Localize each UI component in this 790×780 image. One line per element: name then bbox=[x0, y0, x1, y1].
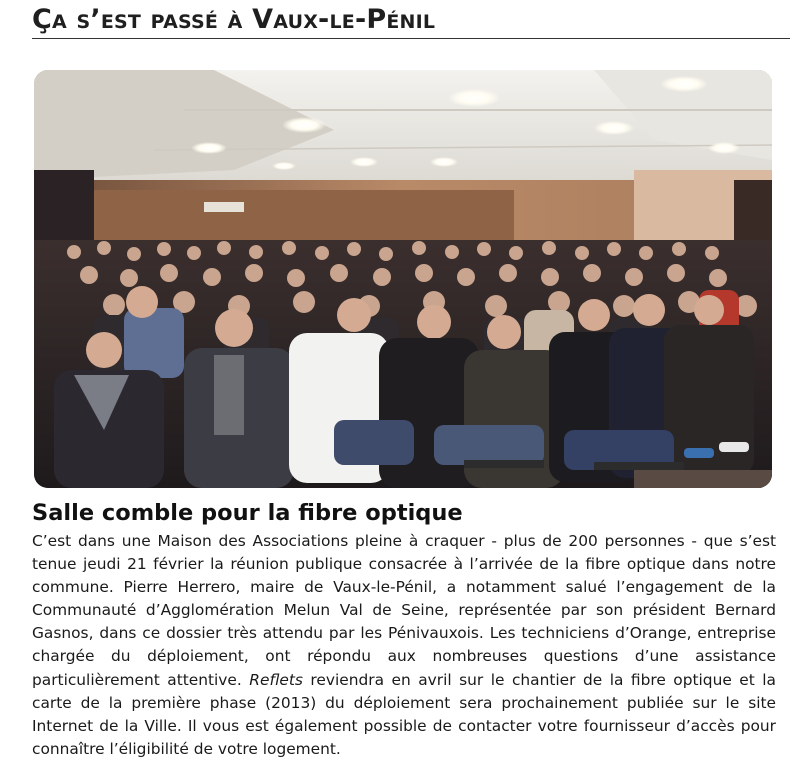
meeting-photo-illustration bbox=[34, 70, 772, 488]
article-body-part2: reviendra en avril sur le chantier de la fibre optique et la carte de la première phase (2013) du déploiement sera prochainement publiée sur le site Internet de la Ville. Il vous est également possible de contacter votre fournisseur d’accès pour connaître l’éligibilité de votre logement. bbox=[32, 670, 776, 758]
article-body bbox=[32, 530, 776, 761]
section-header bbox=[32, 4, 790, 39]
article-title: Salle comble pour la fibre optique bbox=[32, 500, 463, 526]
article-body-part1: C’est dans une Maison des Associations pleine à craquer - plus de 200 personnes - que s’est tenue jeudi 21 février la réunion publique consacrée à l’arrivée de la fibre optique dans notre commune. Pierre Herrero, maire de Vaux-le-Pénil, a notamment salué l’engagement de la Communauté d’Agglomération Melun Val de Seine, représentée par son président Bernard Gasnos, dans ce dossier très attendu par les Pénivauxois. Les techniciens d’Orange, entreprise chargée du déploiement, ont répondu aux nombreuses questions d’une assistance particulièrement attentive. bbox=[32, 532, 776, 689]
section-title: Ça s’est passé à Vaux-le-Pénil bbox=[32, 4, 436, 35]
magazine-name: Reflets bbox=[249, 670, 303, 689]
meeting-photo bbox=[34, 70, 772, 488]
